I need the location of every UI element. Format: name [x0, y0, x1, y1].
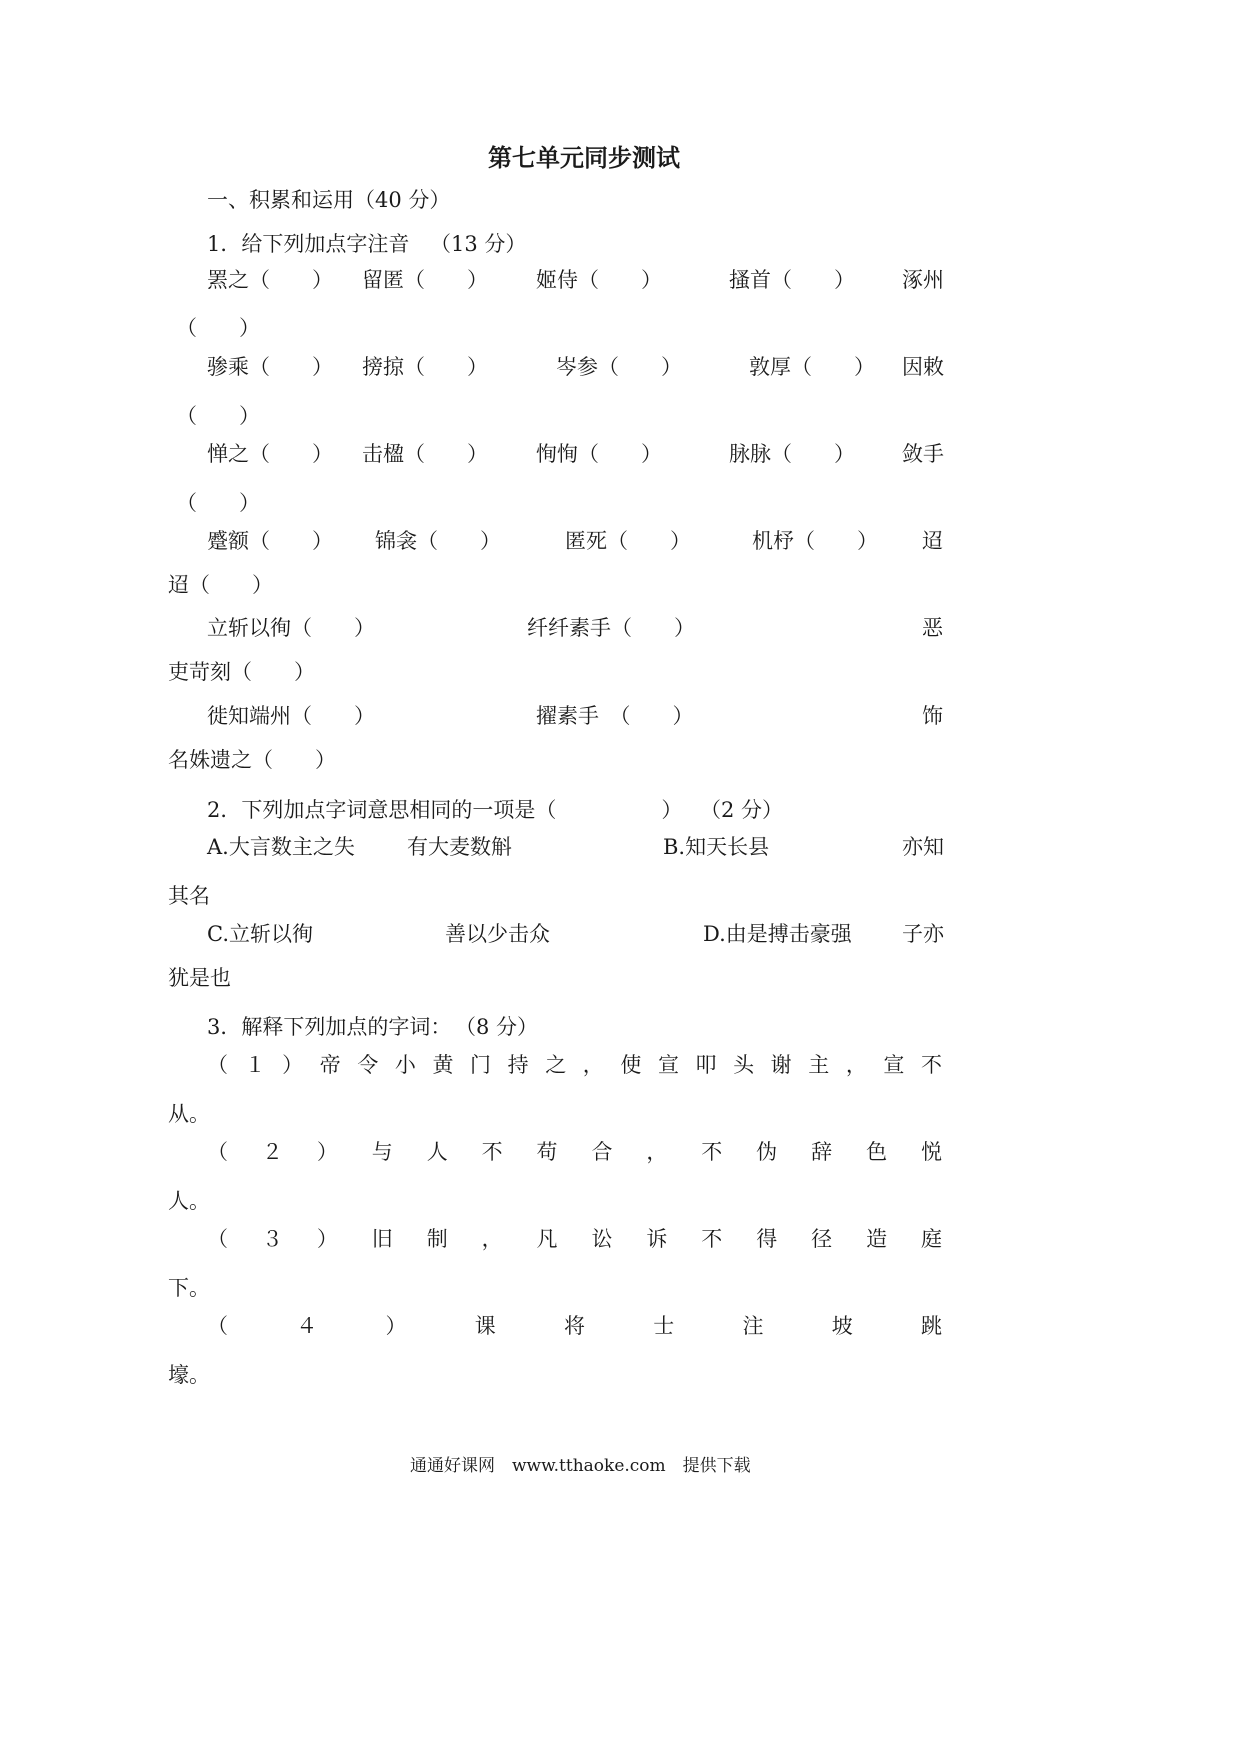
q1-phrase: 立斩以徇（ ）: [207, 616, 375, 640]
q1-item: 锦衾（ ）: [375, 529, 501, 553]
page-title: 第七单元同步测试: [488, 144, 680, 172]
q1-phrase: 吏苛刻（ ）: [168, 660, 315, 684]
q3-item: （ ４ ） 课 将 士 注 坡 跳: [207, 1314, 942, 1338]
q1-item: 搒掠（ ）: [362, 355, 488, 379]
q3-item: （ １ ） 帝 令 小 黄 门 持 之 ， 使 宣 叩 头 谢 主 ， 宣 不: [207, 1053, 942, 1077]
q3-item: （ ２ ） 与 人 不 苟 合 ， 不 伪 辞 色 悦: [207, 1140, 942, 1164]
q2-option-b-3: 其名: [168, 884, 210, 908]
q1-item: 脉脉（ ）: [729, 442, 855, 466]
q1-phrase: 恶: [922, 616, 943, 640]
q1-item: 机杼（ ）: [752, 529, 878, 553]
q1-stem: 1．给下列加点字注音: [207, 232, 410, 256]
q1-item: （ ）: [176, 316, 260, 340]
q2-option-a-2: 有大麦数斛: [407, 835, 512, 859]
q3-item: （ ３ ） 旧 制 ， 凡 讼 诉 不 得 径 造 庭: [207, 1227, 942, 1251]
q1-score: （13 分）: [430, 232, 527, 256]
q2-option-a: A.大言数主之失: [207, 835, 355, 859]
q2-option-c: C.立斩以徇: [207, 922, 313, 946]
q3-item-cont: 从。: [168, 1102, 210, 1126]
section-heading: 一、积累和运用（40 分）: [207, 188, 451, 212]
q1-item: 留匿（ ）: [362, 268, 488, 292]
q3-score: （8 分）: [455, 1015, 539, 1039]
q3-stem: 3．解释下列加点的字词：: [207, 1015, 452, 1039]
q1-item: （ ）: [176, 404, 260, 428]
q1-item: 姬侍（ ）: [536, 268, 662, 292]
q3-item-cont: 人。: [168, 1189, 210, 1213]
q1-item: 敦厚（ ）: [749, 355, 875, 379]
q1-item: 敛手: [902, 442, 944, 466]
q1-item: 迢（ ）: [168, 573, 273, 597]
q2-option-d: D.由是搏击豪强: [703, 922, 852, 946]
q1-item: 涿州: [902, 268, 944, 292]
q2-option-c-2: 善以少击众: [445, 922, 550, 946]
q2-stem: 2．下列加点字词意思相同的一项是（ ）: [207, 798, 683, 822]
page-footer: 通通好课网 www.tthaoke.com 提供下载: [410, 1456, 751, 1476]
q3-item-cont: 壕。: [168, 1363, 210, 1387]
q2-option-d-3: 犹是也: [168, 966, 231, 990]
q1-item: 击楹（ ）: [362, 442, 488, 466]
q1-item: 惮之（ ）: [207, 442, 333, 466]
q1-item: 迢: [922, 529, 943, 553]
q1-phrase: 擢素手 （ ）: [536, 704, 694, 728]
q1-item: 骖乘（ ）: [207, 355, 333, 379]
q2-option-d-2: 子亦: [902, 922, 944, 946]
q1-item: （ ）: [176, 491, 260, 515]
q1-phrase: 饰: [922, 704, 943, 728]
q1-phrase: 徙知端州（ ）: [207, 704, 375, 728]
q1-item: 恂恂（ ）: [536, 442, 662, 466]
q2-option-b: B.知天长县: [663, 835, 770, 859]
q1-item: 罴之（ ）: [207, 268, 333, 292]
q1-item: 岑参（ ）: [556, 355, 682, 379]
q1-item: 匿死（ ）: [565, 529, 691, 553]
q1-phrase: 纤纤素手（ ）: [527, 616, 695, 640]
q1-item: 因敕: [902, 355, 944, 379]
q2-option-b-2: 亦知: [902, 835, 944, 859]
q2-score: （2 分）: [700, 798, 784, 822]
q1-item: 搔首（ ）: [729, 268, 855, 292]
q3-item-cont: 下。: [168, 1276, 210, 1300]
q1-item: 蹙额（ ）: [207, 529, 333, 553]
q1-phrase: 名姝遗之（ ）: [168, 748, 336, 772]
